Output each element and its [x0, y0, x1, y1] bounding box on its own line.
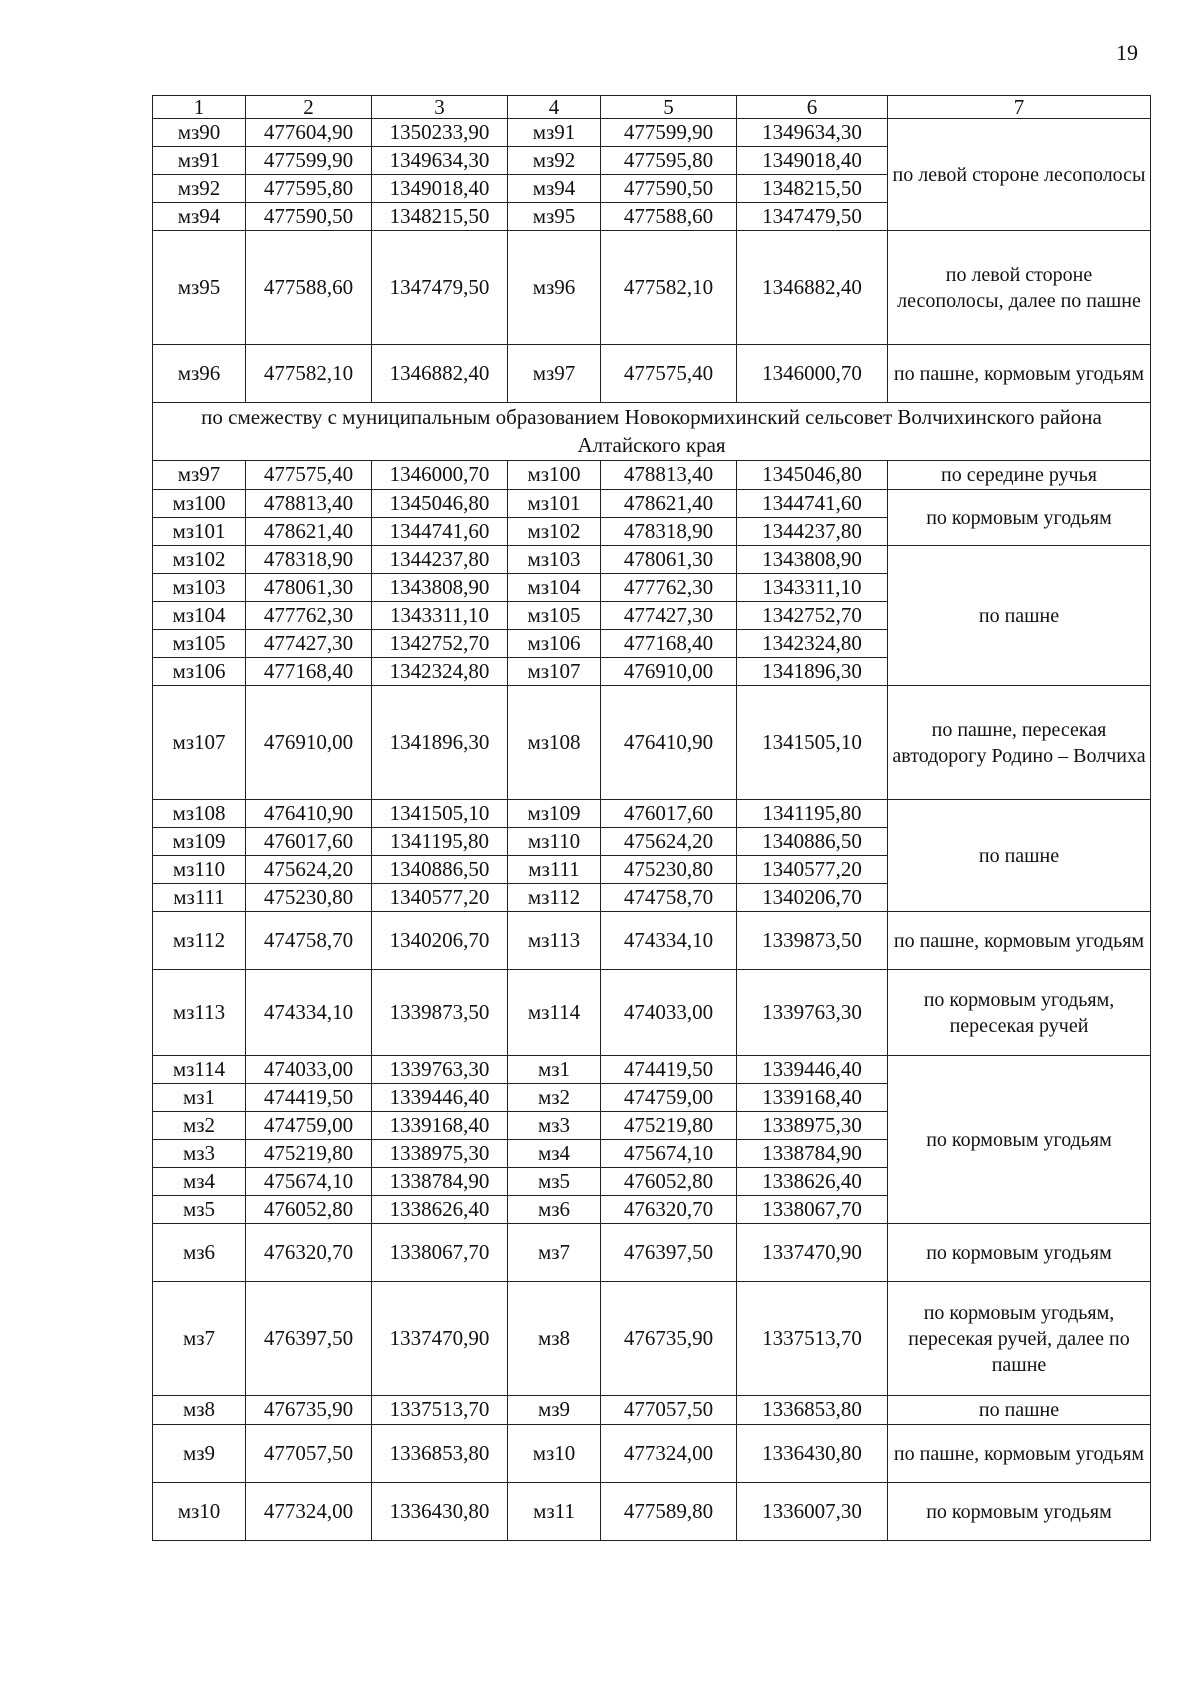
section-heading: по смежеству с муниципальным образованием Новокормихинский сельсовет Волчихинского района Алтайского края: [153, 403, 1151, 461]
table-cell: 1339763,30: [372, 1056, 508, 1084]
table-cell: 476910,00: [601, 658, 737, 686]
table-cell: 475674,10: [246, 1168, 372, 1196]
table-cell: мз11: [508, 1483, 601, 1541]
table-cell: мз103: [153, 574, 246, 602]
table-cell: мз107: [508, 658, 601, 686]
table-cell: 477168,40: [601, 630, 737, 658]
table-cell: 478621,40: [601, 490, 737, 518]
table-cell: мз94: [153, 203, 246, 231]
table-cell: мз107: [153, 686, 246, 800]
table-cell: 475230,80: [246, 884, 372, 912]
table-row: [153, 1396, 1151, 1425]
table-cell: 1349634,30: [737, 119, 888, 147]
table-cell: 1336430,80: [372, 1483, 508, 1541]
table-cell: 1348215,50: [737, 175, 888, 203]
table-cell: 476052,80: [601, 1168, 737, 1196]
table-cell: 477588,60: [601, 203, 737, 231]
table-cell: 1336853,80: [737, 1396, 888, 1425]
table-cell: мз114: [508, 970, 601, 1056]
table-cell: 476910,00: [246, 686, 372, 800]
table-row: [153, 970, 1151, 1056]
page-number: 19: [1116, 40, 1138, 65]
table-cell: мз9: [153, 1425, 246, 1483]
table-row: [153, 345, 1151, 403]
table-cell: 477599,90: [246, 147, 372, 175]
column-header: 5: [601, 96, 737, 119]
table-cell: 1341195,80: [737, 800, 888, 828]
table-cell: мз5: [153, 1196, 246, 1224]
table-cell: 1342324,80: [737, 630, 888, 658]
table-cell: 1341896,30: [372, 686, 508, 800]
table-cell: 1338975,30: [372, 1140, 508, 1168]
table-cell: мз104: [508, 574, 601, 602]
table-cell: 1336430,80: [737, 1425, 888, 1483]
table-cell: 476052,80: [246, 1196, 372, 1224]
table-row: [153, 800, 1151, 828]
table-cell: 1336853,80: [372, 1425, 508, 1483]
table-cell: 1346882,40: [737, 231, 888, 345]
table-cell: 1340206,70: [372, 912, 508, 970]
table-cell: 474334,10: [246, 970, 372, 1056]
table-cell: мз103: [508, 546, 601, 574]
table-cell: мз8: [508, 1282, 601, 1396]
table-cell: 476410,90: [601, 686, 737, 800]
table-cell: 1339873,50: [737, 912, 888, 970]
table-cell: мз4: [153, 1168, 246, 1196]
boundary-description-cell: по кормовым угодьям: [888, 1483, 1151, 1541]
table-cell: мз92: [508, 147, 601, 175]
table-cell: 475624,20: [601, 828, 737, 856]
table-cell: 1338067,70: [372, 1224, 508, 1282]
table-cell: 477582,10: [601, 231, 737, 345]
table-cell: 1337470,90: [737, 1224, 888, 1282]
table-cell: 477324,00: [601, 1425, 737, 1483]
table-cell: мз3: [508, 1112, 601, 1140]
table-cell: 474033,00: [246, 1056, 372, 1084]
boundary-description-cell: по кормовым угодьям, пересекая ручей, далее по пашне: [888, 1282, 1151, 1396]
table-cell: 1344741,60: [372, 518, 508, 546]
boundary-description-cell: по левой стороне лесополосы: [888, 119, 1151, 231]
table-cell: 477762,30: [601, 574, 737, 602]
table-cell: 475219,80: [246, 1140, 372, 1168]
boundary-description-cell: по середине ручья: [888, 461, 1151, 490]
table-cell: мз95: [153, 231, 246, 345]
boundary-description-cell: по пашне, кормовым угодьям: [888, 912, 1151, 970]
table-cell: 478813,40: [246, 490, 372, 518]
table-row: [153, 1224, 1151, 1282]
table-cell: 476320,70: [246, 1224, 372, 1282]
boundary-description-cell: по кормовым угодьям, пересекая ручей: [888, 970, 1151, 1056]
column-header: 2: [246, 96, 372, 119]
table-cell: мз92: [153, 175, 246, 203]
table-cell: 1336007,30: [737, 1483, 888, 1541]
table-cell: мз10: [153, 1483, 246, 1541]
table-cell: мз7: [153, 1282, 246, 1396]
table-cell: мз112: [153, 912, 246, 970]
table-cell: мз8: [153, 1396, 246, 1425]
table-cell: мз6: [153, 1224, 246, 1282]
table-cell: 477427,30: [246, 630, 372, 658]
table-cell: мз106: [153, 658, 246, 686]
table-cell: мз101: [508, 490, 601, 518]
table-cell: 1339446,40: [737, 1056, 888, 1084]
table-cell: мз113: [153, 970, 246, 1056]
column-header: 7: [888, 96, 1151, 119]
column-header: 1: [153, 96, 246, 119]
table-cell: 1338784,90: [737, 1140, 888, 1168]
table-cell: 1344237,80: [737, 518, 888, 546]
table-cell: 1343311,10: [372, 602, 508, 630]
table-cell: мз94: [508, 175, 601, 203]
table-cell: 1340886,50: [737, 828, 888, 856]
table-cell: мз109: [508, 800, 601, 828]
table-cell: мз113: [508, 912, 601, 970]
table-cell: 1348215,50: [372, 203, 508, 231]
table-cell: 477582,10: [246, 345, 372, 403]
table-cell: 475219,80: [601, 1112, 737, 1140]
table-cell: мз114: [153, 1056, 246, 1084]
table-cell: мз111: [508, 856, 601, 884]
table-cell: мз2: [508, 1084, 601, 1112]
table-cell: мз108: [153, 800, 246, 828]
table-cell: 1340577,20: [372, 884, 508, 912]
table-cell: мз3: [153, 1140, 246, 1168]
table-cell: 1337513,70: [737, 1282, 888, 1396]
table-cell: 477168,40: [246, 658, 372, 686]
table-cell: 1343311,10: [737, 574, 888, 602]
table-cell: мз2: [153, 1112, 246, 1140]
table-cell: 1339763,30: [737, 970, 888, 1056]
table-row: [153, 686, 1151, 800]
table-cell: 474033,00: [601, 970, 737, 1056]
boundary-description-cell: по кормовым угодьям: [888, 490, 1151, 546]
table-cell: 474758,70: [246, 912, 372, 970]
table-cell: 476017,60: [246, 828, 372, 856]
boundary-description-cell: по пашне, кормовым угодьям: [888, 345, 1151, 403]
table-cell: 476017,60: [601, 800, 737, 828]
table-cell: мз7: [508, 1224, 601, 1282]
table-cell: 477427,30: [601, 602, 737, 630]
table-cell: 475230,80: [601, 856, 737, 884]
table-cell: 478318,90: [246, 546, 372, 574]
table-cell: 475674,10: [601, 1140, 737, 1168]
table-cell: мз1: [153, 1084, 246, 1112]
table-cell: 1346000,70: [737, 345, 888, 403]
table-cell: 1345046,80: [737, 461, 888, 490]
table-cell: 1341505,10: [372, 800, 508, 828]
table-cell: 476397,50: [246, 1282, 372, 1396]
table-cell: 477599,90: [601, 119, 737, 147]
table-row: [153, 231, 1151, 345]
table-row: [153, 546, 1151, 574]
table-cell: 477575,40: [246, 461, 372, 490]
table-cell: 1342752,70: [737, 602, 888, 630]
table-cell: 477589,80: [601, 1483, 737, 1541]
table-cell: 476735,90: [601, 1282, 737, 1396]
table-cell: 1338626,40: [737, 1168, 888, 1196]
table-cell: 1339168,40: [737, 1084, 888, 1112]
column-header: 4: [508, 96, 601, 119]
table-cell: 1350233,90: [372, 119, 508, 147]
table-cell: мз90: [153, 119, 246, 147]
table-cell: 1346000,70: [372, 461, 508, 490]
table-cell: 1341896,30: [737, 658, 888, 686]
table-cell: 1339873,50: [372, 970, 508, 1056]
table-cell: 1349018,40: [737, 147, 888, 175]
table-cell: 474419,50: [601, 1056, 737, 1084]
boundary-description-cell: по кормовым угодьям: [888, 1224, 1151, 1282]
table-cell: 478621,40: [246, 518, 372, 546]
table-cell: мз95: [508, 203, 601, 231]
table-cell: 477604,90: [246, 119, 372, 147]
table-cell: 474758,70: [601, 884, 737, 912]
table-cell: мз97: [508, 345, 601, 403]
table-cell: 1344741,60: [737, 490, 888, 518]
table-row: [153, 1483, 1151, 1541]
table-row: [153, 119, 1151, 147]
header-row: [153, 96, 1151, 119]
table-cell: мз10: [508, 1425, 601, 1483]
table-cell: 474334,10: [601, 912, 737, 970]
table-cell: 1340886,50: [372, 856, 508, 884]
table-cell: 1342324,80: [372, 658, 508, 686]
table-cell: 1343808,90: [372, 574, 508, 602]
table-cell: 477057,50: [601, 1396, 737, 1425]
section-row: [153, 403, 1151, 461]
table-cell: мз109: [153, 828, 246, 856]
table-cell: мз1: [508, 1056, 601, 1084]
table-body: [153, 96, 1151, 1541]
table-cell: мз96: [508, 231, 601, 345]
table-cell: 1349018,40: [372, 175, 508, 203]
table-row: [153, 1425, 1151, 1483]
boundary-description-cell: по пашне: [888, 800, 1151, 912]
table-cell: 1337513,70: [372, 1396, 508, 1425]
table-cell: 1347479,50: [737, 203, 888, 231]
table-cell: 477595,80: [601, 147, 737, 175]
table-cell: мз110: [153, 856, 246, 884]
table-cell: 477057,50: [246, 1425, 372, 1483]
table-cell: мз108: [508, 686, 601, 800]
table-cell: мз106: [508, 630, 601, 658]
table-cell: 1345046,80: [372, 490, 508, 518]
table-cell: мз102: [153, 546, 246, 574]
table-cell: 1343808,90: [737, 546, 888, 574]
table-cell: мз91: [153, 147, 246, 175]
table-cell: мз102: [508, 518, 601, 546]
boundary-description-cell: по левой стороне лесополосы, далее по пашне: [888, 231, 1151, 345]
boundary-coordinates-table: [152, 95, 1151, 1541]
table-cell: 477588,60: [246, 231, 372, 345]
table-cell: мз91: [508, 119, 601, 147]
table-cell: 1347479,50: [372, 231, 508, 345]
table-cell: 476320,70: [601, 1196, 737, 1224]
table-cell: мз100: [508, 461, 601, 490]
table-cell: мз111: [153, 884, 246, 912]
table-cell: мз105: [508, 602, 601, 630]
table-cell: мз100: [153, 490, 246, 518]
table-cell: 474759,00: [601, 1084, 737, 1112]
table-cell: 477762,30: [246, 602, 372, 630]
table-cell: 477595,80: [246, 175, 372, 203]
table-cell: 477590,50: [601, 175, 737, 203]
table-cell: 1338626,40: [372, 1196, 508, 1224]
table-cell: 1341505,10: [737, 686, 888, 800]
table-cell: 478061,30: [601, 546, 737, 574]
table-row: [153, 1282, 1151, 1396]
table-row: [153, 1056, 1151, 1084]
table-cell: мз101: [153, 518, 246, 546]
table-cell: мз6: [508, 1196, 601, 1224]
boundary-description-cell: по пашне, кормовым угодьям: [888, 1425, 1151, 1483]
boundary-description-cell: по пашне, пересекая автодорогу Родино – Волчиха: [888, 686, 1151, 800]
table-cell: 478813,40: [601, 461, 737, 490]
table-cell: 475624,20: [246, 856, 372, 884]
table-cell: 476410,90: [246, 800, 372, 828]
table-cell: 1344237,80: [372, 546, 508, 574]
table-cell: 474759,00: [246, 1112, 372, 1140]
table-cell: мз112: [508, 884, 601, 912]
table-cell: мз104: [153, 602, 246, 630]
table-cell: мз96: [153, 345, 246, 403]
table-cell: 1349634,30: [372, 147, 508, 175]
table-cell: 1340206,70: [737, 884, 888, 912]
table-cell: 1346882,40: [372, 345, 508, 403]
table-cell: 476735,90: [246, 1396, 372, 1425]
table-cell: 1340577,20: [737, 856, 888, 884]
boundary-description-cell: по пашне: [888, 1396, 1151, 1425]
table-row: [153, 461, 1151, 490]
table-cell: мз9: [508, 1396, 601, 1425]
table-row: [153, 912, 1151, 970]
table-cell: мз105: [153, 630, 246, 658]
column-header: 6: [737, 96, 888, 119]
table-cell: 1342752,70: [372, 630, 508, 658]
table-cell: 477590,50: [246, 203, 372, 231]
table-cell: 476397,50: [601, 1224, 737, 1282]
table-cell: 1339446,40: [372, 1084, 508, 1112]
table-cell: 478061,30: [246, 574, 372, 602]
table-cell: мз5: [508, 1168, 601, 1196]
column-header: 3: [372, 96, 508, 119]
table-cell: 477575,40: [601, 345, 737, 403]
table-cell: 474419,50: [246, 1084, 372, 1112]
table-cell: мз97: [153, 461, 246, 490]
table-row: [153, 490, 1151, 518]
table-cell: 1337470,90: [372, 1282, 508, 1396]
table-cell: мз4: [508, 1140, 601, 1168]
table-cell: 1338784,90: [372, 1168, 508, 1196]
table-cell: 1341195,80: [372, 828, 508, 856]
table-cell: 1338975,30: [737, 1112, 888, 1140]
table-cell: 478318,90: [601, 518, 737, 546]
table-cell: 477324,00: [246, 1483, 372, 1541]
table-cell: 1338067,70: [737, 1196, 888, 1224]
boundary-description-cell: по пашне: [888, 546, 1151, 686]
table-cell: 1339168,40: [372, 1112, 508, 1140]
table-cell: мз110: [508, 828, 601, 856]
boundary-description-cell: по кормовым угодьям: [888, 1056, 1151, 1224]
